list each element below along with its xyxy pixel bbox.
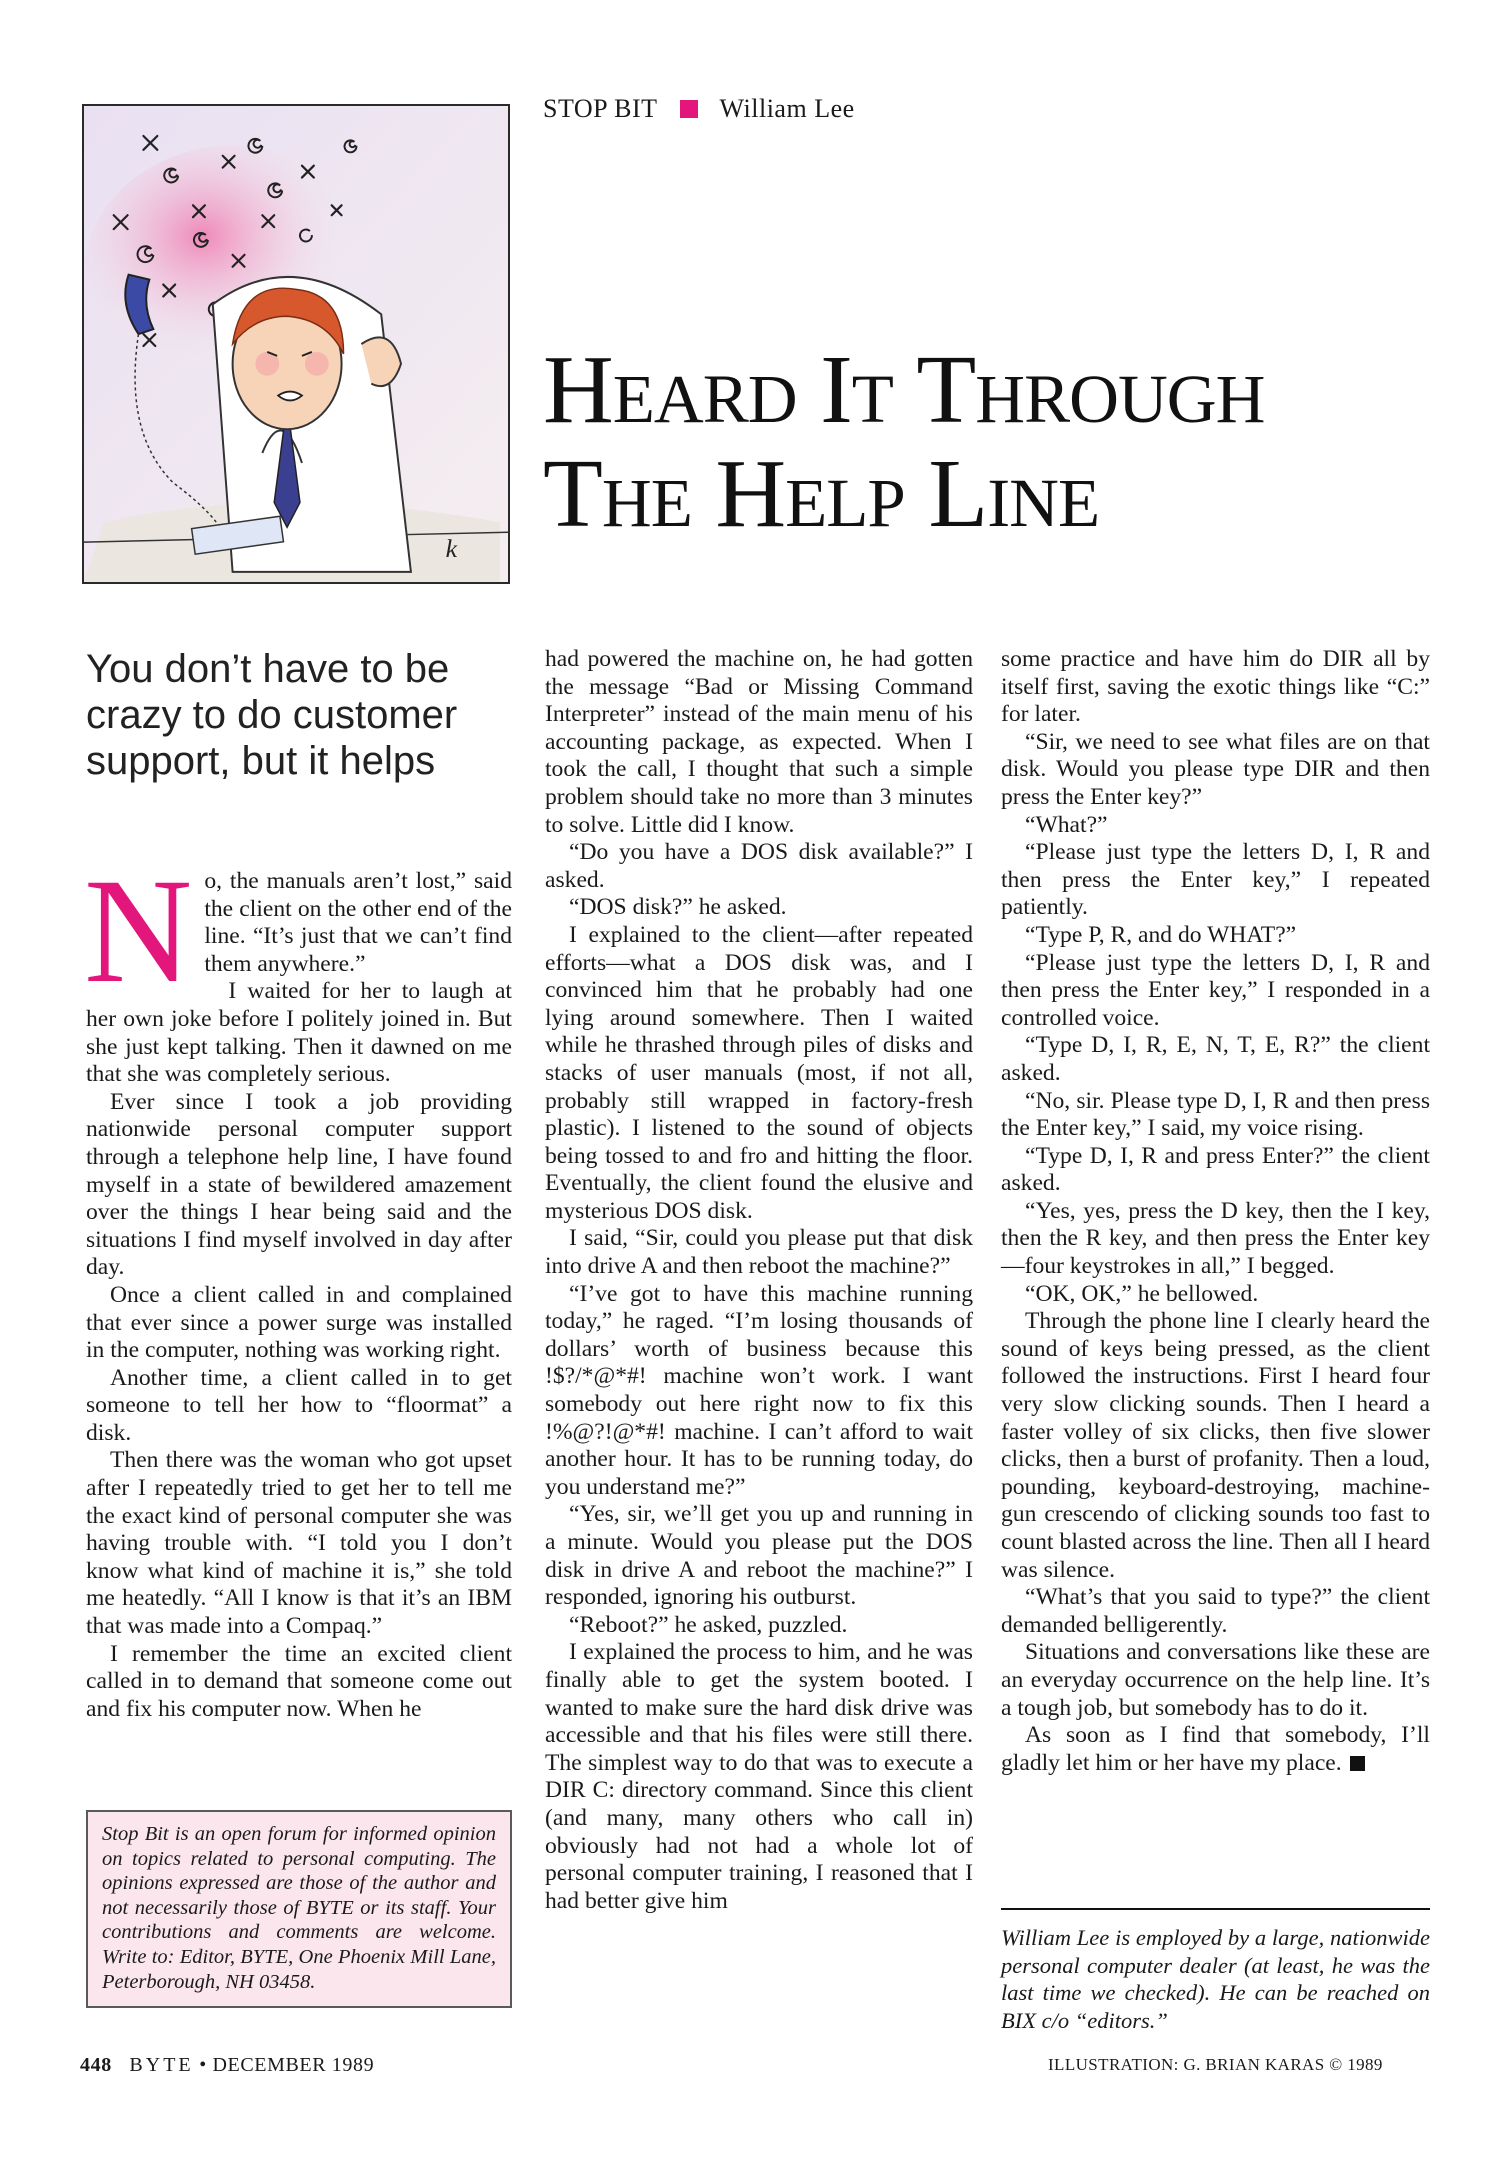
drop-cap: N <box>84 848 193 1014</box>
body-paragraph: “Sir, we need to see what files are on that disk. Would you please type DIR and then press the Enter key?” <box>1001 728 1430 810</box>
article-headline <box>543 338 1443 546</box>
author-bio: William Lee is employed by a large, nationwide personal computer dealer (at least, he was the last time we checked). He can be reached on BIX c/o “editors.” <box>1001 1908 1430 2034</box>
page-folio <box>80 2054 374 2077</box>
body-paragraph: Another time, a client called in to get someone to tell her how to “floormat” a disk. <box>86 1364 512 1446</box>
body-paragraph: As soon as I find that somebody, I’ll gladly let him or her have my place. <box>1001 1722 1430 1776</box>
folio-separator: • <box>199 2054 207 2076</box>
stop-bit-info-box: Stop Bit is an open forum for informed opinion on topics related to personal computing. The opinions expressed are those of the author and not necessarily those of BYTE or its staff. Your contributions and comments are welcome. Write to: Editor, BYTE, One Phoenix Mill Lane, Peterborough, NH 03458. <box>86 1810 512 2008</box>
body-paragraph: Once a client called in and complained that ever since a power surge was installed in the computer, nothing was working right. <box>86 1281 512 1364</box>
headline-line-1: Heard It Through <box>543 336 1265 444</box>
body-paragraph: “What?” <box>1025 811 1108 838</box>
end-of-article-mark <box>1350 1756 1365 1771</box>
article-illustration <box>82 104 510 584</box>
author-byline: William Lee <box>719 94 855 123</box>
body-paragraph: Through the phone line I clearly heard the sound of keys being pressed, as the client followed the instructions. First I heard four very slow clicking sounds. Then I heard a faster volley of six clicks, then five slower clicks, then a burst of profanity. Then a loud, pounding, keyboard-destroying, machine-gun crescendo of clicking sounds too fast to count blasted across the line. Then all I heard was silence. <box>1001 1308 1430 1583</box>
body-paragraph: “DOS disk?” he asked. <box>569 894 787 921</box>
section-kicker <box>543 94 855 124</box>
body-paragraph: “No, sir. Please type D, I, R and then press the Enter key,” I said, my voice rising. <box>1001 1087 1430 1142</box>
magazine-name: BYTE <box>129 2054 194 2076</box>
article-deck: You don’t have to be crazy to do customer support, but it helps <box>86 647 458 783</box>
body-paragraph: “Please just type the letters D, I, R and then press the Enter key,” I repeated patiently. <box>1001 839 1430 921</box>
body-paragraph: “I’ve got to have this machine running today,” he raged. “I’m losing thousands of dollars’ worth of business because this !$?/*@*#! machine won’t work. I want somebody out here right now to fix this !%@?!@*#! machine. I can’t afford to wait another hour. It has to be running today, do you understand me?” <box>545 1280 973 1500</box>
body-column-2 <box>545 646 973 1915</box>
body-paragraph: “Type D, I, R and press Enter?” the client asked. <box>1001 1142 1430 1197</box>
body-paragraph: No, the manuals aren’t lost,” said the client on the other end of the line. “It’s just that we can’t find them anywhere.” <box>84 848 512 1014</box>
body-column-1 <box>84 848 512 1723</box>
body-paragraph: “Yes, yes, press the D key, then the I key, then the R key, and then press the Enter key—four keystrokes in all,” I begged. <box>1001 1197 1430 1280</box>
body-paragraph: had powered the machine on, he had gotten the message “Bad or Missing Command Interpreter” instead of the main menu of his accounting package, as expected. When I took the call, I thought that such a simple problem should take no more than 3 minutes to solve. Little did I know. <box>545 646 973 838</box>
kicker-separator-square <box>680 100 698 118</box>
body-paragraph: Ever since I took a job providing nationwide personal computer support through a telephone help line, I have found myself in a state of bewildered amazement over the things I hear being said and the situations I find myself involved in day after day. <box>86 1088 512 1281</box>
body-paragraph: I explained to the client—after repeated efforts—what a DOS disk was, and I convinced him that he probably had one lying around somewhere. Then I waited while he thrashed through piles of disks and stacks of user manuals (most, if not all, probably still wrapped in factory-fresh plastic). I listened to the sound of objects being tossed to and fro and hitting the floor. Eventually, the client found the elusive and mysterious DOS disk. <box>545 921 973 1224</box>
body-column-3 <box>1001 646 1430 1777</box>
body-paragraph: I remember the time an excited client called in to demand that someone come out and fix his computer now. When he <box>86 1640 512 1722</box>
body-paragraph: I explained the process to him, and he was finally able to get the system booted. I wanted to make sure the hard disk drive was accessible and that his files were still there. The simplest way to do that was to execute a DIR C: directory command. Since this client (and many, many others who call in) obviously had not had a whole lot of personal computer training, I reasoned that I had better give him <box>545 1639 973 1914</box>
body-paragraph: “Yes, sir, we’ll get you up and running in a minute. Would you please put the DOS disk in drive A and reboot the machine?” I responded, ignoring his outburst. <box>545 1501 973 1611</box>
page-number: 448 <box>80 2054 112 2076</box>
body-paragraph: “OK, OK,” he bellowed. <box>1025 1280 1259 1307</box>
illustration-signature: k <box>445 533 458 563</box>
issue-date: DECEMBER 1989 <box>212 2054 375 2076</box>
body-paragraph: Situations and conversations like these are an everyday occurrence on the help line. It’s a tough job, but somebody has to do it. <box>1001 1639 1430 1721</box>
body-paragraph: I said, “Sir, could you please put that disk into drive A and then reboot the machine?” <box>545 1225 973 1280</box>
body-paragraph: “Type P, R, and do WHAT?” <box>1025 921 1297 948</box>
body-paragraph: Then there was the woman who got upset after I repeatedly tried to get her to tell me the exact kind of personal computer she was having trouble with. “I told you I don’t know what kind of machine it is,” she told me heatedly. “All I know is that it’s an IBM that was made into a Compaq.” <box>86 1447 512 1640</box>
body-paragraph: “What’s that you said to type?” the client demanded belligerently. <box>1001 1584 1430 1638</box>
headline-line-2: The Help Line <box>543 440 1100 548</box>
body-paragraph: “Reboot?” he asked, puzzled. <box>569 1611 848 1638</box>
body-paragraph: “Please just type the letters D, I, R and then press the Enter key,” I responded in a controlled voice. <box>1001 949 1430 1031</box>
body-paragraph: I waited for her to laugh at her own joke before I politely joined in. But she just kept talking. Then it dawned on me that she was completely serious. <box>86 978 512 1088</box>
body-paragraph: “Do you have a DOS disk available?” I asked. <box>545 839 973 893</box>
body-paragraph: some practice and have him do DIR all by itself first, saving the exotic things like “C:” for later. <box>1001 646 1430 728</box>
section-name: STOP BIT <box>543 94 658 123</box>
body-paragraph: “Type D, I, R, E, N, T, E, R?” the client asked. <box>1001 1032 1430 1086</box>
illustration-credit: ILLUSTRATION: G. BRIAN KARAS © 1989 <box>1048 2055 1383 2074</box>
